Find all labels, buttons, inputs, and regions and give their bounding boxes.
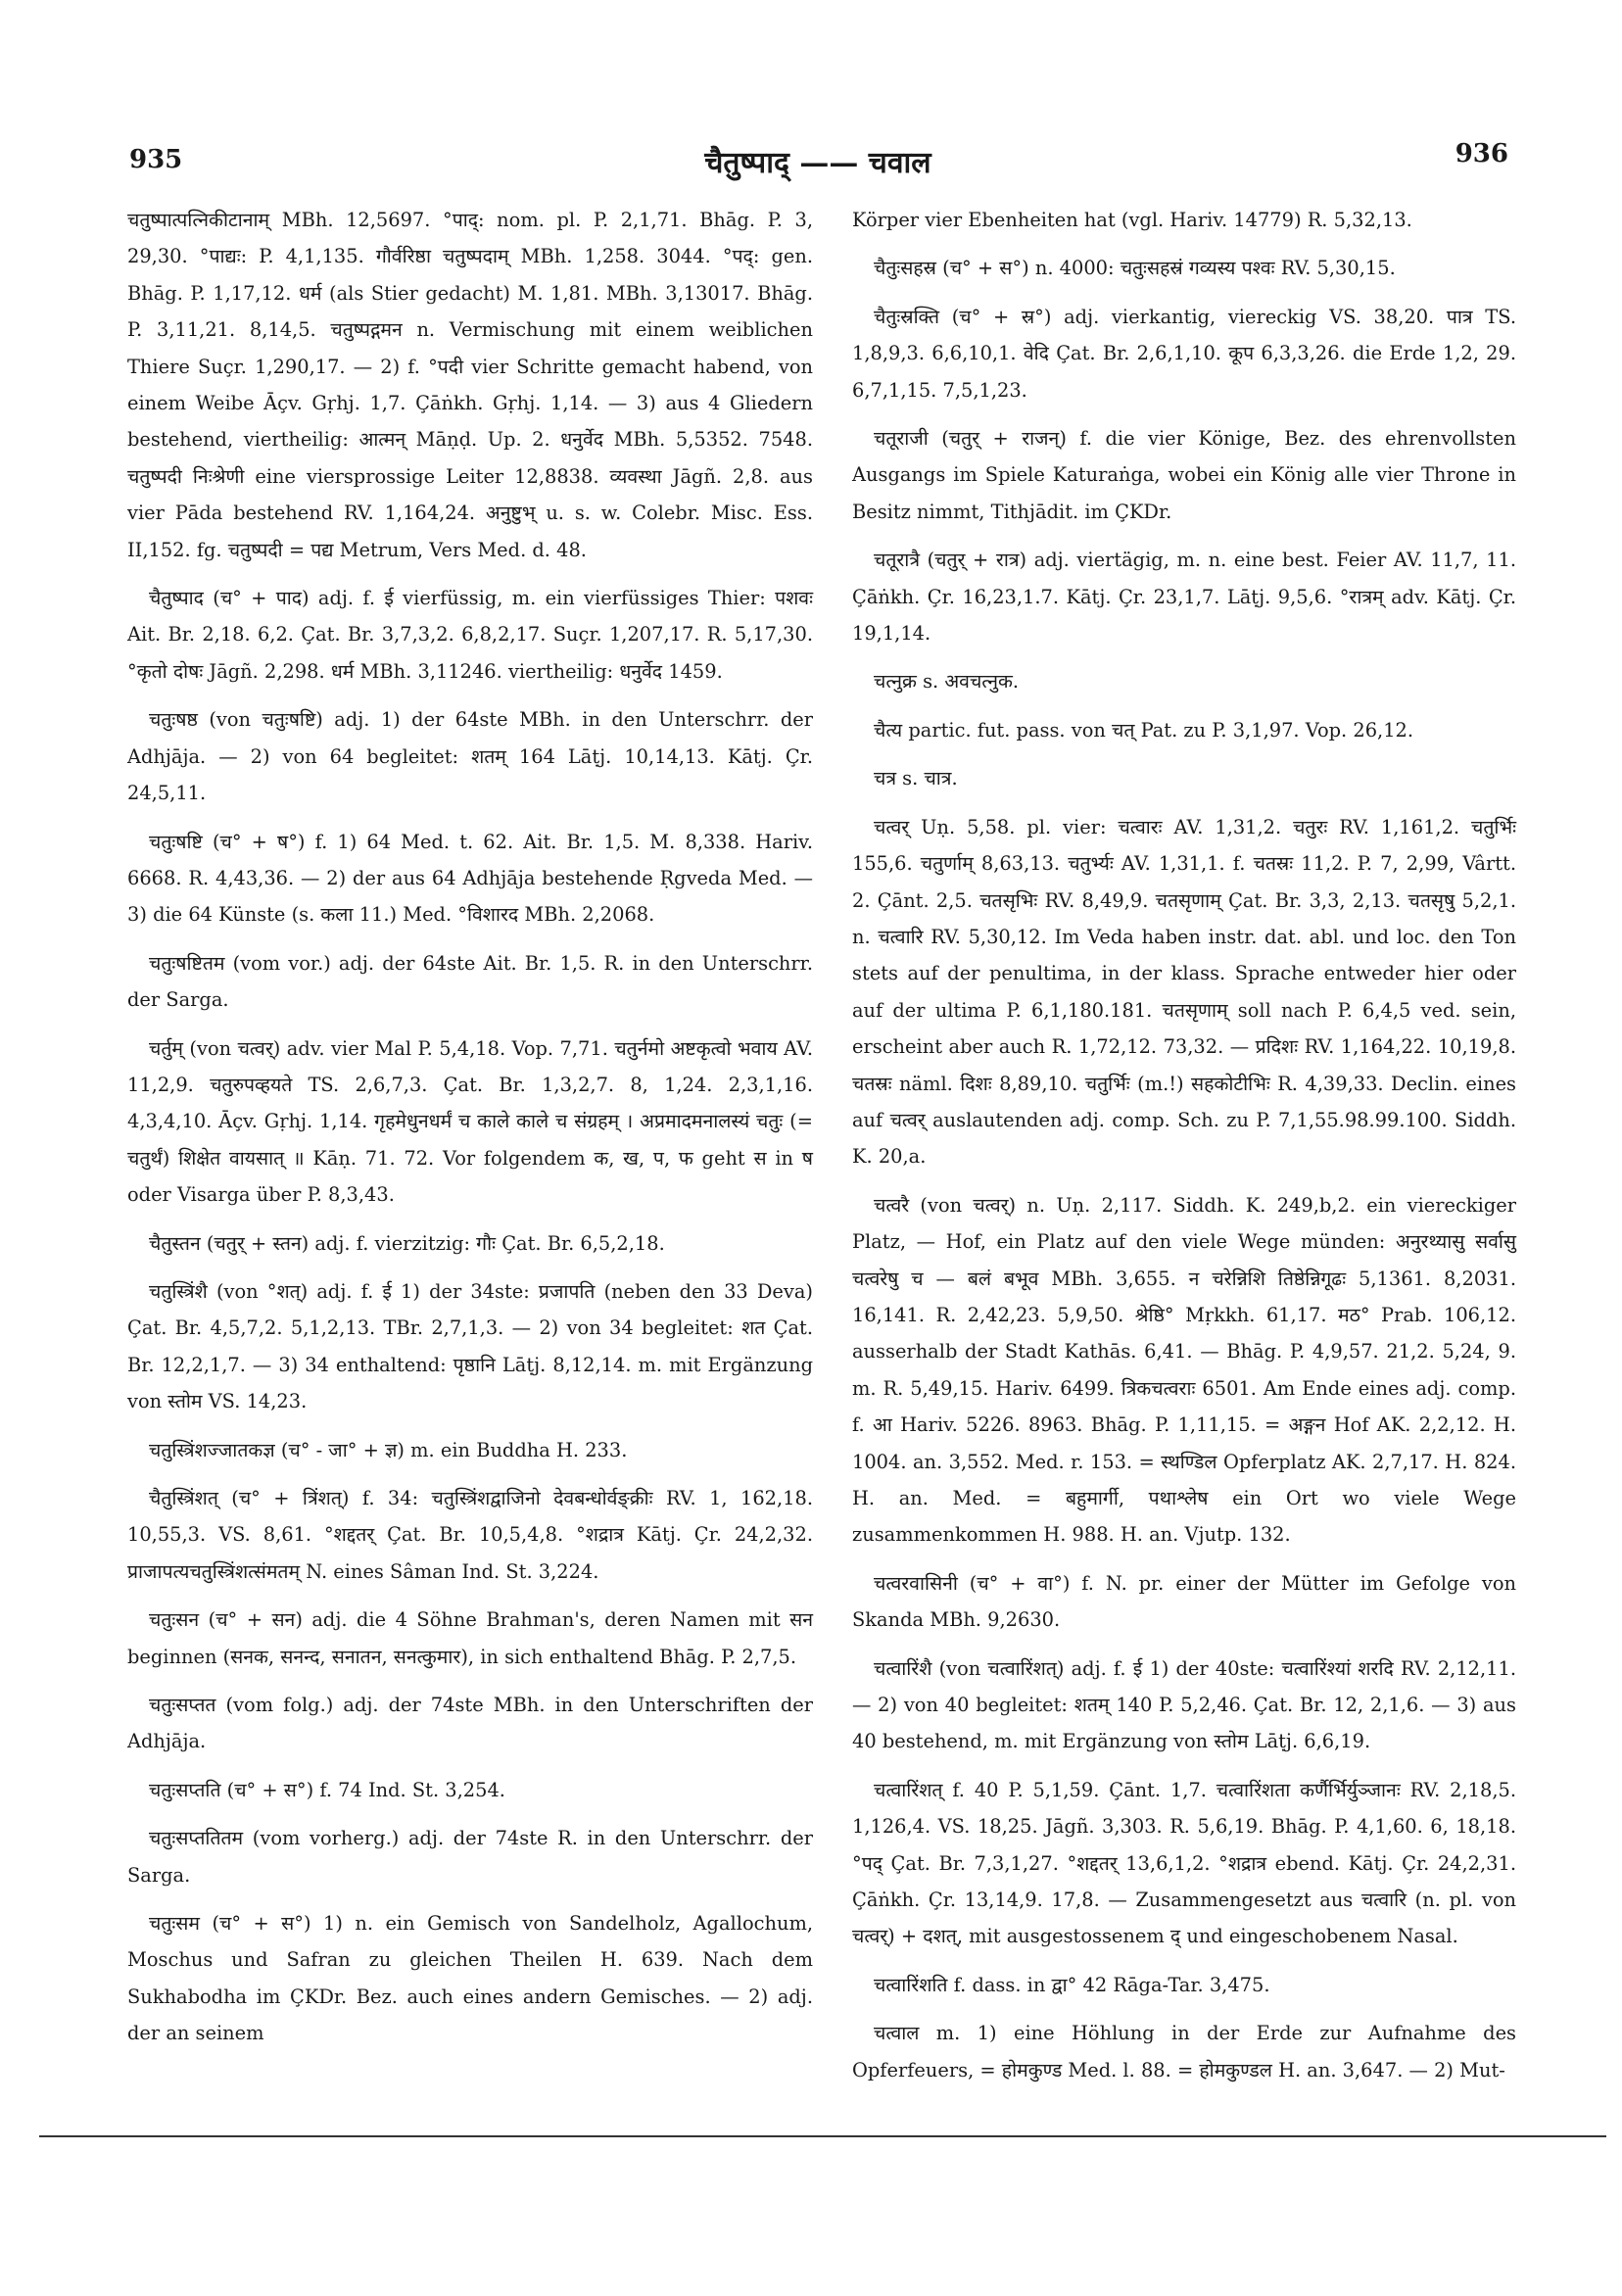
page-header (127, 139, 1508, 182)
left-page-number: 935 (129, 145, 183, 174)
dictionary-entry: चतुष्पात्पत्निकीटानाम् MBh. 12,5697. °पाद्: nom. pl. P. 2,1,71. Bhāg. P. 3, 29,30. °पाद्यः: P. 4,1,135. गौर्वरिष्ठा चतुष्पदाम् MBh. 1,258. 3044. °पद्: gen. Bhāg. P. 1,17,12. धर्म (als Stier gedacht) M. 1,81. MBh. 3,13017. Bhāg. P. 3,11,21. 8,14,5. चतुष्पद्गमन n. Vermischung mit einem weiblichen Thiere Suçr. 1,290,17. — 2) f. °पदी vier Schritte gemacht habend, von einem Weibe Āçv. Gṛhj. 1,7. Çāṅkh. Gṛhj. 1,14. — 3) aus 4 Gliedern bestehend, viertheilig: आत्मन् Māṇḍ. Up. 2. धनुर्वेद MBh. 5,5352. 7548. चतुष्पदी निःश्रेणी eine viersprossige Leiter 12,8838. व्यवस्था Jāgñ. 2,8. aus vier Pāda bestehend RV. 1,164,24. अनुष्टुभ् u. s. w. Colebr. Misc. Ess. II,152. fg. चतुष्पदी = पद्य Metrum, Vers Med. d. 48. (127, 209, 813, 561)
dictionary-entry: चतूराजी (चतुर् + राजन्) f. die vier Könige, Bez. des ehrenvollsten Ausgangs im Spiele Katuraṅga, wobei ein König alle vier Throne in Besitz nimmt, Tithjādit. im ÇKDr. (852, 427, 1516, 523)
right-page-number: 936 (1455, 139, 1508, 168)
dictionary-entry: चत्र s. चात्र. (874, 767, 958, 790)
dictionary-entry: चत्वर् Uṇ. 5,58. pl. vier: चत्वारः AV. 1,31,2. चतुरः RV. 1,161,2. चतुर्भिः 155,6. चतुर्णाम् 8,63,13. चतुर्भ्यः AV. 1,31,1. f. चतस्रः 11,2. P. 7, 2,99, Vârtt. 2. Çānt. 2,5. चतसृभिः RV. 8,49,9. चतसृणाम् Çat. Br. 3,3, 2,13. चतसृषु 5,2,1. n. चत्वारि RV. 5,30,12. Im Veda haben instr. dat. abl. und loc. den Ton stets auf der penultima, in der klass. Sprache entweder hier oder auf der ultima P. 6,1,180.181. चतसृणाम् soll nach P. 6,4,5 ved. sein, erscheint aber auch R. 1,72,12. 73,32. — प्रदिशः RV. 1,164,22. 10,19,8. चतस्रः näml. दिशः 8,89,10. चतुर्भिः (m.!) सहकोटीभिः R. 4,39,33. Declin. eines auf चत्वर् auslautenden adj. comp. Sch. zu P. 7,1,55.98.99.100. Siddh. K. 20,a. (852, 815, 1516, 1169)
dictionary-entry: चैतुःस्रक्ति (च° + स्र°) adj. vierkantig, viereckig VS. 38,20. पात्र TS. 1,8,9,3. 6,6,10,1. वेदि Çat. Br. 2,6,1,10. कूप 6,3,3,26. die Erde 1,2, 29. 6,7,1,15. 7,5,1,23. (852, 305, 1516, 402)
dictionary-entry: चतुःसन (च° + सन) adj. die 4 Söhne Brahman's, deren Namen mit सन beginnen (सनक, सनन्द, सनातन, सनत्कुमार), in sich enthaltend Bhāg. P. 2,7,5. (127, 1608, 813, 1668)
dictionary-entry: चत्वारिंशत् f. 40 P. 5,1,59. Çānt. 1,7. चत्वारिंशता कर्णैर्भिर्युञ्जानः RV. 2,18,5. 1,126,4. VS. 18,25. Jāgñ. 3,303. R. 5,6,19. Bhāg. P. 4,1,60. 6, 18,18. °पद् Çat. Br. 7,3,1,27. °शद्दतर् 13,6,1,2. °शद्रात्र ebend. Kātj. Çr. 24,2,31. Çāṅkh. Çr. 13,14,9. 17,8. — Zusammengesetzt aus चत्वारि (n. pl. von चत्वर्) + दशत्, mit ausgestossenem द् und eingeschobenem Nasal. (852, 1778, 1516, 1948)
dictionary-entry: Körper vier Ebenheiten hat (vgl. Hariv. 14779) R. 5,32,13. (852, 209, 1412, 231)
right-column (852, 202, 1516, 2100)
dictionary-entry: चैतुष्पाद (च° + पाद) adj. f. ई vierfüssig, m. ein vierfüssiges Thier: पशवः Ait. Br. 2,18. 6,2. Çat. Br. 3,7,3,2. 6,8,2,17. Suçr. 1,207,17. R. 5,17,30. °कृतो दोषः Jāgñ. 2,298. धर्म MBh. 3,11246. viertheilig: धनुर्वेद 1459. (127, 587, 813, 683)
dictionary-entry: चतुःसप्ततितम (vom vorherg.) adj. der 74ste R. in den Unterschrr. der Sarga. (127, 1827, 813, 1887)
dictionary-entry: चतुस्त्रिंशज्जातकज्ञ (च° - जा° + ज्ञ) m. ein Buddha H. 233. (149, 1438, 628, 1461)
dictionary-entry: चतुःसप्तति (च° + स°) f. 74 Ind. St. 3,254. (149, 1778, 505, 1801)
dictionary-entry: चत्वारिंशै (von चत्वारिंशत्) adj. f. ई 1) der 40ste: चत्वारिंश्यां शरदि RV. 2,12,11. — 2) von 40 begleitet: शतम् 140 P. 5,2,46. Çat. Br. 12, 2,1,6. — 3) aus 40 bestehend, m. mit Ergänzung von स्तोम Lāṭj. 6,6,19. (852, 1656, 1516, 1753)
dictionary-entry: चैतुस्त्रिंशत् (च° + त्रिंशत्) f. 34: चतुस्त्रिंशद्वाजिनो देवबन्धोर्वङ्क्रीः RV. 1, 162,18. 10,55,3. VS. 8,61. °शद्दतर् Çat. Br. 10,5,4,8. °शद्रात्र Kātj. Çr. 24,2,32. प्राजापत्यचतुस्त्रिंशत्संमतम् N. eines Sâman Ind. St. 3,224. (127, 1487, 813, 1583)
dictionary-entry: चैत्य partic. fut. pass. von चत् Pat. zu P. 3,1,97. Vop. 26,12. (874, 718, 1414, 741)
dictionary-entry: चतूरात्रै (चतुर् + रात्र) adj. viertägig, m. n. eine best. Feier AV. 11,7, 11. Çāṅkh. Çr. 16,23,1.7. Kātj. Çr. 23,1,7. Lāṭj. 9,5,6. °रात्रम् adv. Kātj. Çr. 19,1,14. (852, 549, 1516, 646)
dictionary-entry: चर्तुम् (von चत्वर्) adv. vier Mal P. 5,4,18. Vop. 7,71. चतुर्नमो अष्टकृत्वो भवाय AV. 11,2,9. चतुरुपव्हयते TS. 2,6,7,3. Çat. Br. 1,3,2,7. 8, 1,24. 2,3,1,16. 4,3,4,10. Āçv. Gṛhj. 1,14. गृहमेधुनधर्मं च काले काले च संग्रहम् । अप्रमादमनालस्यं चतुः (= चतुर्थं) शिक्षेत वायसात् ॥ Kāṇ. 71. 72. Vor folgendem क, ख, प, फ geht स in ष oder Visarga über P. 8,3,43. (127, 1036, 813, 1207)
running-title: चैतुष्पाद् —— चवाल (704, 146, 931, 180)
dictionary-entry: चतुःषष्ठ (von चतुःषष्टि) adj. 1) der 64ste MBh. in den Unterschrr. der Adhjāja. — 2) von 64 begleitet: शतम् 164 Lāṭj. 10,14,13. Kātj. Çr. 24,5,11. (127, 708, 813, 805)
dictionary-entry: चत्वरै (von चत्वर्) n. Uṇ. 2,117. Siddh. K. 249,b,2. ein viereckiger Platz, — Hof, ein Platz auf den viele Wege münden: अनुरथ्यासु सर्वासु चत्वरेषु च — बलं बभूव MBh. 3,655. न चरेन्निशि तिष्ठेन्निगूढः 5,1361. 8,2031. 16,141. R. 2,42,23. 5,9,50. श्रेष्ठि° Mṛkkh. 61,17. मठ° Prab. 106,12. ausserhalb der Stadt Kathās. 6,41. — Bhāg. P. 4,9,57. 21,2. 5,24, 9. m. R. 5,49,15. Hariv. 6499. त्रिकचत्वराः 6501. Am Ende eines adj. comp. f. आ Hariv. 5226. 8963. Bhāg. P. 1,11,15. = अङ्गन Hof AK. 2,2,12. H. 1004. an. 3,552. Med. r. 153. = स्थण्डिल Opferplatz AK. 2,7,17. H. 824. H. an. Med. = बहुमार्गी, पथाश्लेष ein Ort wo viele Wege zusammenkommen H. 988. H. an. Vjutp. 132. (852, 1193, 1516, 1547)
footer-rule (39, 2135, 1606, 2137)
dictionary-entry: चत्नुक्र s. अवचत्नुक. (874, 670, 1020, 694)
dictionary-entry: चत्वरवासिनी (च° + वा°) f. N. pr. einer der Mütter im Gefolge von Skanda MBh. 9,2630. (852, 1571, 1516, 1632)
dictionary-entry: चत्वारिंशति f. dass. in द्वा° 42 Rāga-Tar. 3,475. (874, 1973, 1270, 1996)
dictionary-entry: चैतुस्तन (चतुर् + स्तन) adj. f. vierzitzig: गौः Çat. Br. 6,5,2,18. (149, 1231, 665, 1255)
dictionary-entry: चैतुःसहस्र (च° + स°) n. 4000: चतुःसहस्रं गव्यस्य पश्वः RV. 5,30,15. (874, 257, 1396, 280)
left-column (127, 202, 813, 2064)
dictionary-entry: चतुस्त्रिंशै (von °शत्) adj. f. ई 1) der 34ste: प्रजापति (neben den 33 Deva) Çat. Br. 4,5,7,2. 5,1,2,13. TBr. 2,7,1,3. — 2) von 34 begleitet: शत Çat. Br. 12,2,1,7. — 3) 34 enthaltend: पृष्ठानि Lāṭj. 8,12,14. m. mit Ergänzung von स्तोम VS. 14,23. (127, 1279, 813, 1413)
dictionary-entry: चतुःषष्टि (च° + ष°) f. 1) 64 Med. t. 62. Ait. Br. 1,5. M. 8,338. Hariv. 6668. R. 4,43,36. — 2) der aus 64 Adhjāja bestehende Ṛgveda Med. — 3) die 64 Künste (s. कला 11.) Med. °विशारद MBh. 2,2068. (127, 830, 813, 927)
dictionary-entry: चतुःसम (च° + स°) 1) n. ein Gemisch von Sandelholz, Agallochum, Moschus und Safran zu gleichen Theilen H. 639. Nach dem Sukhabodha im ÇKDr. Bez. auch eines andern Gemisches. — 2) adj. der an seinem (127, 1912, 813, 2045)
dictionary-entry: चतुःसप्तत (vom folg.) adj. der 74ste MBh. in den Unterschriften der Adhjāja. (127, 1694, 813, 1753)
dictionary-entry: चत्वाल m. 1) eine Höhlung in der Erde zur Aufnahme des Opferfeuers, = होमकुण्ड Med. l. 88. = होमकुण्डल H. an. 3,647. — 2) Mut- (852, 2022, 1516, 2081)
dictionary-entry: चतुःषष्टितम (vom vor.) adj. der 64ste Ait. Br. 1,5. R. in den Unterschrr. der Sarga. (127, 951, 813, 1012)
